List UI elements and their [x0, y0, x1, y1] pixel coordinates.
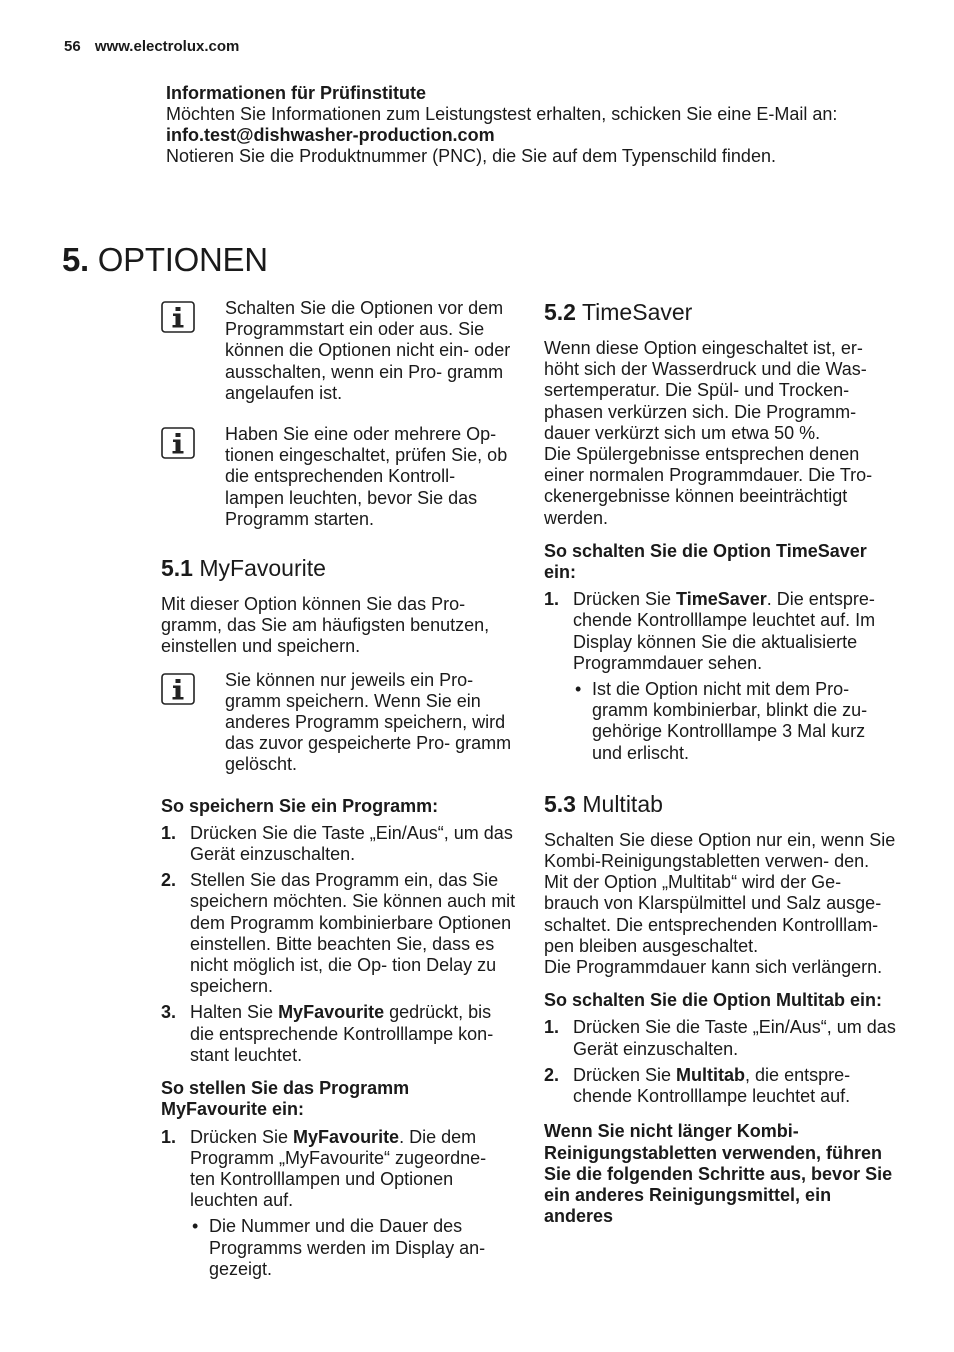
section-5-3-p2: Mit der Option „Multitab“ wird der Ge- brauch von Klarspülmittel und Salz ausge- schaltet. Die entsprechenden Kontrolllam- pen bleiben ausgeschaltet. — [544, 872, 882, 956]
list-item: 1. Drücken Sie MyFavourite. Die dem Programm „MyFavourite“ zugeordne- ten Kontrolllampen und Optionen leuchten auf. • Die Nummer und die Dauer des Programms werden im Display an- gezeigt. — [161, 1127, 516, 1280]
test-institute-info — [166, 83, 906, 167]
right-column — [544, 298, 900, 1227]
info-line-1: Möchten Sie Informationen zum Leistungstest erhalten, schicken Sie eine E-Mail an: — [166, 104, 838, 124]
info-icon — [161, 427, 195, 459]
note-text: Sie können nur jeweils ein Pro- gramm speichern. Wenn Sie ein anderes Programm speichern, wird das zuvor gespeicherte Pro- gramm gelöscht. — [225, 669, 512, 775]
section-5-3-title — [544, 790, 900, 818]
chapter-name: OPTIONEN — [97, 241, 268, 278]
page-number: 56 — [64, 38, 81, 55]
multitab-steps — [544, 1017, 900, 1107]
page-header — [64, 38, 239, 55]
info-icon — [161, 673, 195, 705]
multitab-heading: So schalten Sie die Option Multitab ein: — [544, 990, 883, 1011]
note-options-timing — [161, 298, 516, 404]
save-heading: So speichern Sie ein Programm: — [161, 795, 439, 816]
info-email: info.test@dishwasher-production.com — [166, 125, 495, 145]
section-5-2-p1: Wenn diese Option eingeschaltet ist, er- höht sich der Wasserdruck und die Was- sertemperatur. Die Spül- und Trocken- phasen verkürzen sich. Die Programm- dauer verkürzt sich um etwa 50 %. — [544, 338, 867, 443]
set-steps — [161, 1127, 516, 1280]
bullet-item: • Die Nummer und die Dauer des Programms werden im Display an- gezeigt. — [190, 1216, 516, 1280]
list-item: 3. Halten Sie MyFavourite gedrückt, bis die entsprechende Kontrolllampe kon- stant leuchtet. — [161, 1002, 494, 1065]
section-name: MyFavourite — [199, 555, 326, 582]
section-number: 5.3 — [544, 790, 576, 817]
bullet-list — [190, 1216, 516, 1280]
set-heading: So stellen Sie das Programm MyFavourite ein: — [161, 1078, 410, 1120]
info-icon — [161, 301, 195, 333]
bullet-item: • Ist die Option nicht mit dem Pro- gramm kombinierbar, blinkt die zu- gehörige Kontrolllampe 3 Mal kurz und erlischt. — [573, 679, 900, 764]
chapter-title — [62, 240, 268, 280]
note-one-program — [161, 670, 516, 776]
info-title: Informationen für Prüfinstitute — [166, 83, 426, 103]
list-item: 1. Drücken Sie die Taste „Ein/Aus“, um das Gerät einzuschalten. — [161, 822, 513, 865]
timesaver-heading: So schalten Sie die Option TimeSaver ein: — [544, 540, 867, 583]
note-text: Haben Sie eine oder mehrere Op- tionen eingeschaltet, prüfen Sie, ob die entsprechenden Kontroll- lampen leuchten, bevor Sie das Programm starten. — [225, 424, 508, 529]
section-name: TimeSaver — [581, 299, 693, 325]
section-number: 5.1 — [161, 555, 193, 582]
chapter-number: 5. — [62, 241, 89, 278]
section-5-1-title — [161, 554, 516, 582]
save-steps — [161, 823, 516, 1066]
site-url: www.electrolux.com — [94, 38, 240, 55]
list-item: 1. Drücken Sie die Taste „Ein/Aus“, um das Gerät einzuschalten. — [544, 1017, 896, 1059]
section-number: 5.2 — [544, 299, 576, 325]
section-5-2-title — [544, 298, 900, 326]
section-5-1-intro: Mit dieser Option können Sie das Pro- gramm, das Sie am häufigsten benutzen, einstellen und speichern. — [161, 594, 490, 657]
list-item: 2. Stellen Sie das Programm ein, das Sie speichern möchten. Sie können auch mit dem Programm kombinierbare Optionen einstellen. Bitte beachten Sie, dass es nicht möglich ist, die Op- tion Delay zu speichern. — [161, 870, 516, 997]
note-text: Schalten Sie die Optionen vor dem Programmstart ein oder aus. Sie können die Optionen nicht ein- oder ausschalten, wenn ein Pro- gramm angelaufen ist. — [225, 298, 511, 403]
section-name: Multitab — [582, 790, 663, 817]
list-item: 1. Drücken Sie TimeSaver. Die entspre- chende Kontrolllampe leuchtet auf. Im Display können Sie die aktualisierte Programmdauer sehen. • Ist die Option nicht mit dem Pro- gramm kombinierbar, blinkt die zu- gehörige Kontrolllampe 3 Mal kurz und erlischt. — [544, 589, 900, 764]
note-check-lamps — [161, 424, 516, 530]
list-item: 2. Drücken Sie Multitab, die entspre- chende Kontrolllampe leuchtet auf. — [544, 1064, 851, 1107]
section-5-3-p1: Schalten Sie diese Option nur ein, wenn Sie Kombi-Reinigungstabletten verwen- den. — [544, 829, 896, 872]
multitab-final-note: Wenn Sie nicht länger Kombi- Reinigungstabletten verwenden, führen Sie die folgenden Schritte aus, bevor Sie ein anderes Reinigungsmittel, ein anderes — [544, 1121, 893, 1227]
info-line-2: Notieren Sie die Produktnummer (PNC), die Sie auf dem Typenschild finden. — [166, 146, 776, 166]
left-column — [161, 298, 516, 1292]
section-5-2-p2: Die Spülergebnisse entsprechen denen einer normalen Programmdauer. Die Tro- ckenergebnisse können beeinträchtigt werden. — [544, 444, 873, 528]
section-5-3-p3: Die Programmdauer kann sich verlängern. — [544, 957, 883, 978]
timesaver-steps — [544, 589, 900, 764]
bullet-list — [573, 679, 900, 764]
